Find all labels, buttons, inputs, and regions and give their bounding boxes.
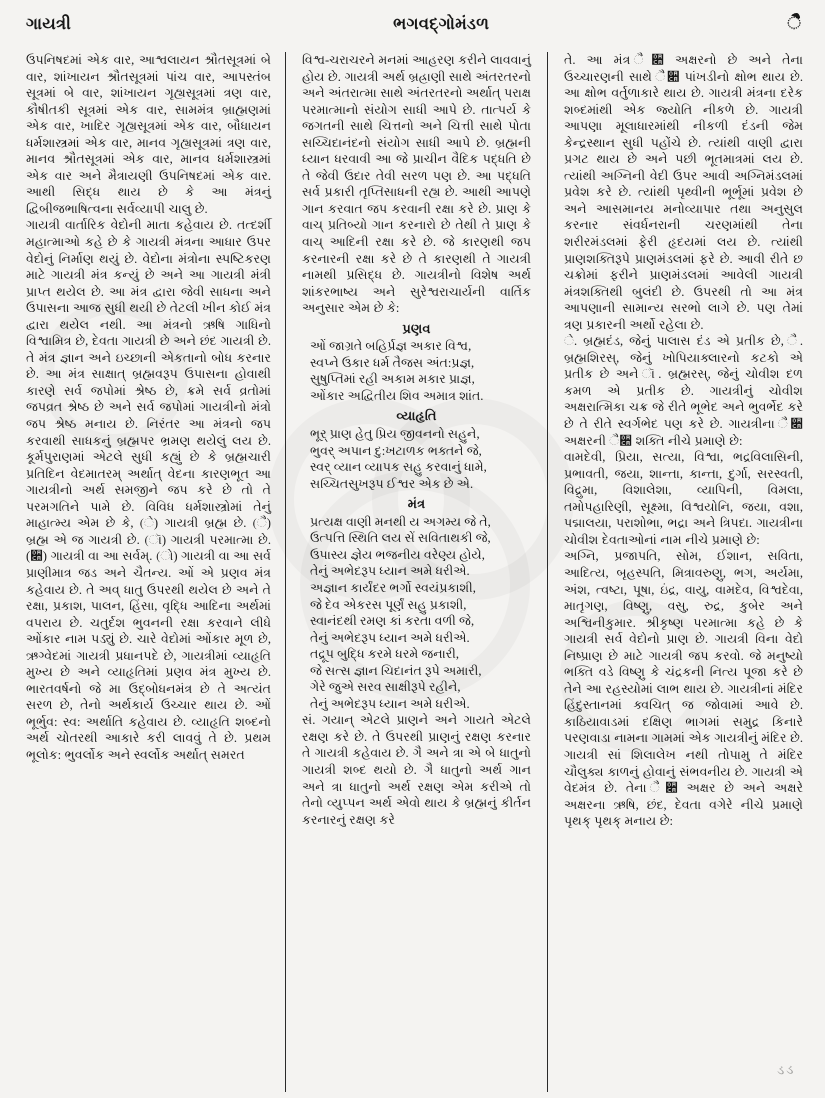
verse-line: જે સત્સ જ્ઞાન ચિદાનંત રૂપે અમારી, — [310, 663, 482, 678]
paragraph: ગાયત્રી વાર્તારિક વેદોની માતા કહેવાય છે. તત્દર્શી મહાત્માઓ કહે છે કે ગાયત્રી મંત્રના આધાર ઉપર વેદોનું નિર્માણ થયું છે. વેદોના મંત્રોના સ્પષ્ટિકરણ માટે ગાયત્રી મંત્ર કન્યું છે અને આ ગાયત્રી મંત્રી પ્રાપ્ત થયેલ છે. આ મંત્ર દ્વારા જેવી સાધના અને ઉપાસના આજ સુધી થયી છે તેટલી ખીન કોઈ મંત્ર દ્વારા થયેલ નથી. આ મંત્રનો ઋષિ ગાધિનો વિશ્વામિત્ર છે, દેવતા ગાયત્રી છે અને છંદ ગાયત્રી છે. તે મંત્ર જ્ઞાન અને ઇચ્છાની એકતાનો બોધ કરનાર છે. આ મંત્ર સાક્ષાત્ બ્રહ્મવરૂપ ઉપાસના હોવાથી કારણે સર્વ જપોમાં શ્રેષ્ઠ છે, ક્રમે સર્વ વ્રતોમાં જપવ્રત શ્રેષ્ઠ છે અને સર્વ જપોમાં ગાયત્રીનો મંત્રો જપ શ્રેષ્ઠ મનાય છે. નિરંતર આ મંત્રનો જપ કરવાથી સાધકનું બ્રહ્મપર ભ્રમણ થયેલું લય છે. કૂર્મપુરાણમાં એટલે સુધી કહ્યું છે કે બ્રહ્મચારી પ્રતિદિન વેદમાતરમ્ અર્થાત્ વેદના કારણભૂત આ ગાયત્રીનો અર્થ સમજીને જપ કરે છે તો તે પરમગતિને પામે છે. વિવિધ ધર્મશાસ્ત્રોમાં તેનું માહાત્મ્ય એમ છે કે, (ે) ગાયત્રી બ્રહ્મ છે. (ૈ) બ્રહ્મ એ જ ગાયત્રી છે. (ૉ) ગાયત્રી પરમાત્મા છે. (૊) ગાયત્રી વા આ સર્વમ્. (ો) ગાયત્રી વા આ સર્વ પ્રાણીમાત્ર જડ અને ચૈતન્ય. ઓં એ પ્રણવ મંત્ર કહેવાય છે. તે અવ્ ધાતુ ઉપરથી થયેલ છે અને તે રક્ષા, પ્રકાશ, પાલન, હિંસા, વૃદ્ધિ આદિના અર્થમાં વપરાય છે. ચતુર્દશ ભુવનની રક્ષા કરવાને લીધે ઓંકાર નામ પડ્યું છે. ચારે વેદોમાં ઓંકાર મૂળ છે, ઋગ્વેદમાં ગાયત્રી પ્રધાનપદે છે, ગાયત્રીમાં વ્યાહૃતિ મુખ્ય છે અને વ્યાહૃતિમાં પ્રણવ મંત્ર મુખ્ય છે. ભારતવર્ષનો જે મા ઉદ્બોધનમંત્ર છે તે અત્યંત સરળ છે, તેનો અર્થકાર્ય ઉચ્ચાર થાય છે. ઓં ભૂર્ભુવ: સ્વ: અર્થાતિ કહેવાય છે. વ્યાહૃતિ શબ્દનો અર્થ ચોતરથી આકારે કરી લાવવું તે છે. પ્રથમ ભૂલોક: ભુવર્લોક અને સ્વર્લોક અર્થાત્ સમરત — [26, 218, 271, 762]
verse-heading: વ્યાહૃતિ — [396, 408, 437, 424]
column-1 — [0, 52, 285, 1092]
paragraph: ઉપનિષદમાં એક વાર, આશ્વલાયન શ્રૌતસૂત્રમાં બે વાર, શાંખાયન શ્રૌતસૂત્રમાં પાંચ વાર, આપસ્તંબ સૂત્રમાં બે વાર, શાંખાયન ગૃહ્યસૂત્રમાં ત્રણ વાર, કૌષીતકી સૂત્રમાં એક વાર, સામમંત્ર બ્રાહ્મણમાં એક વાર, ખાદિર ગૃહ્યસૂત્રમાં એક વાર, બૌધાયન ધર્મશાસ્ત્રમાં એક વાર, માનવ ગૃહ્યસૂત્રમાં ત્રણ વાર, માનવ શ્રૌતસૂત્રમાં એક વાર, માનવ ધર્મશાસ્ત્રમાં એક વાર અને મૈત્રાયણી ઉપનિષદમાં એક વાર. આથી સિદ્ધ થાય છે કે આ મંત્રનું દ્વિબીજભાષિત્વના સર્વવ્યાપી ચાલુ છે. — [26, 53, 271, 216]
column-2 — [285, 52, 547, 1092]
verse-line: ઓં જાગ્રતે બહિર્પ્રજ્ઞ અકાર વિશ્વ, — [310, 339, 472, 354]
verse-line: તદ્રૂપ બુદ્ધિ કરમે ધરમે જનારી, — [310, 647, 460, 662]
column-3 — [547, 52, 825, 1092]
page-number: ૈૈેૈ — [787, 14, 801, 33]
verse-line: અજ્ઞાન કાર્યંદર ભર્ગો સ્વયંપ્રકાશી, — [310, 580, 476, 595]
verse-line: તેનું અભેદરૂપ ધ્યાન અમે ધરીએ. — [310, 696, 470, 711]
verse-block-mantra — [302, 496, 531, 712]
verse-heading: પ્રણવ — [402, 320, 431, 336]
verse-line: ઉત્પત્તિ સ્થિતિ લય સેં સવિતાથકી જે, — [310, 531, 491, 546]
page-columns — [0, 52, 825, 1092]
paragraph: અગ્નિ, પ્રજાપતિ, સોમ, ઈશાન, સવિતા, આદિત્ય, બૃહસ્પતિ, મિત્રાવરુણુ, ભગ, અર્યમા, અંશ, ત્વષ્ટા, પૂષા, ઇંદ્ર, વાયુ, વામદેવ, વિશ્વદેવા, માતૃગણ, વિષ્ણુ, વસુ, રુદ્ર, કુબેર અને અશ્વિનીકુમાર. શ્રીકૃષ્ણ પરમાત્મા કહે છે કે ગાયત્રી સર્વ વેદોનો પ્રાણ છે. ગાયત્રી વિના વેદો નિષ્પ્રાણ છે માટે ગાયત્રી જપ કરવો. જે મનુષ્યો ભક્તિ વડે વિષ્ણુ કે ચંદ્રકની નિત્ય પૂજા કરે છે તેને આ રહસ્યોમાં લાભ થાય છે. ગાયત્રીનાં મંદિર હિંદુસ્તાનમાં ક્વચિત્ જ જોવામાં આવે છે. કાઠિયાવાડમાં દક્ષિણ ભાગમાં સમુદ્ર કિનારે પરણવાડા નામના ગામમાં એક ગાયત્રીનું મંદિર છે. ગાયત્રી સાં શિલાલેખ નથી તોપામુ તે મંદિર ચૌલુક્ય કાળનું હોવાનું સંભવનીય છે. ગાયત્રી એ વેદમંત્ર છે. તેના ૈ૊ અક્ષર છે અને અક્ષરે અક્ષરના ઋષિ, છંદ, દેવતા વગેરે નીચે પ્રમાણે પૃથક્ પૃથક્ મનાય છે: — [564, 549, 803, 829]
header-entry-word: ગાયત્રી — [26, 14, 72, 33]
verse-line: જે દેવ એકરસ પૂર્ણં સહુ પ્રકાશી, — [310, 597, 467, 612]
verse-line: ભુવર્ અપાન દુ:ખટાળક ભક્તને જે, — [310, 443, 482, 458]
paragraph: ે. બ્રહ્મદંડ, જેનું પાલાસ દંડ એ પ્રતીક છે, ૈ. બ્રહ્મશિરસ્, જેનું ખોપિયાક્લારનો કટકો એ પ્રતીક છે અને ૉ. બ્રહ્મરસ્, જેનું ચોવીશ દળ કમળ એ પ્રતીક છે. ગાયત્રીનું ચોવીશ અક્ષરાત્મિકા ચક્ર જે રીતે ભૂભેદ અને ભુવર્ભેદ કરે છે તે રીતે સ્વર્ગભેદ પણ કરે છે. ગાયત્રીના ૈ૊ અક્ષરની ૈ૊ શક્તિ નીચે પ્રમાણે છે: — [564, 334, 803, 448]
verse-heading: મંત્ર — [407, 496, 426, 512]
verse-line: સુષુપ્તિમાં રહી અકામ મકાર પ્રાજ્ઞ, — [310, 372, 475, 387]
paragraph: વિશ્વ-ચરાચરને મનમાં આહરણ કરીને લાવવાનું હોય છે. ગાયત્રી અર્થ બ્રહ્રાણી સાથે અંતરતરનો અને અંતરાત્મા સાથે અંતરતરનો અર્થાત્ પરાક્ષ પરમાત્માનો સંયોગ સાધી આપે છે. તાત્પર્ય કે જગતની સાથે ચિત્તનો અને ચિત્તી સાથે પોતા સચ્ચિદાનંદનો સંયોગ સાધી આપે છે. બ્રહ્મની ધ્યાન ધરવાવી આ જે પ્રાચીન વૈદિક પદ્ધતિ છે તે જેવી ઉદાર તેવી સરળ પણ છે. આ પદ્ધતિ સર્વ પ્રકારી તૃપ્તિસાધની રહ્ય છે. આથી આપણે ગાન કરવાત જપ કરવાની રક્ષા કરે છે. પ્રાણ કે વાચ્ પ્રતિબ્યો ગાન કરનારો છે તેથી તે પ્રાણ કે વાચ્ આદિની રક્ષા કરે છે. જે કારણથી જપ કરનારની રક્ષા કરે છે તે કારણથી તે ગાયત્રી નામથી પ્રસિદ્ધ છે. ગાયત્રીનો વિશેષ અર્થ શાંકરભાષ્ય અને સુરેશ્વરાચાર્યની વાર્તિક અનુસાર એમ છે કે: — [302, 53, 531, 316]
verse-block-pranav — [302, 321, 531, 405]
paragraph: વામદેવી, પ્રિયા, સત્યા, વિશ્વા, ભદ્રવિલાસિની, પ્રભાવતી, જયા, શાન્તા, કાન્તા, દુર્ગા, સરસ્વતી, વિદ્રુમા, વિશાલેશા, વ્યાપિની, વિમલા, તમોપહારિણી, સૂક્ષ્મા, વિશ્વયોનિ, જયા, વશા, પદ્માલયા, પરાશોભા, ભદ્રા અને ત્રિપદા. ગાયત્રીના ચોવીશ દેવતાઓનાં નામ નીચે પ્રમાણે છે: — [564, 450, 803, 547]
verse-line: સ્વર્ વ્યાન વ્યાપક સહુ કરવાનું ધામે, — [310, 460, 487, 475]
verse-line: સચ્ચિતસુખરૂપ ઈશ્વર એક છે એ. — [310, 476, 474, 491]
verse-line: સ્વાનંદથી રમણ કાં કરતા વળી જે, — [310, 614, 475, 629]
verse-line: તેનું અભેદરૂપ ધ્યાન અમે ધરીએ. — [310, 630, 470, 645]
pencil-annotation: ડડ — [776, 1061, 796, 1078]
header-book-title: ભગવદ્ગોમંડળ — [393, 14, 490, 33]
verse-block-vyahruti — [302, 408, 531, 492]
verse-line: ઉપાસ્ય જ્ઞેય ભજનીય વરેણ્ય હોયે, — [310, 547, 485, 562]
verse-line: ઓંકાર અદ્વિતીય શિવ અમાત્ર શાંત. — [310, 388, 484, 403]
paragraph: તે. આ મંત્ર ૈ૊ અક્ષરનો છે અને તેના ઉચ્ચારણની સાથે ૈ૊ પાંખડીનો ક્ષોભ થાય છે. આ ક્ષોભ વર્તુળાકારે થાય છે. ગાયત્રી મંત્રના દરેક શબ્દમાંથી એક જ્યોતિ નીકળે છે. ગાયત્રી આપણા મૂલાધારમાંથી નીકળી દંડની જેમ કેન્દ્રસ્થાન સુધી પહોંચે છે. ત્યાંથી વાણી દ્વારા પ્રગટ થાય છે અને પછી ભૂતમાત્રમાં લય છે. ત્યાંથી અગ્નિની વેદી ઉપર આવી અગ્નિમંડલમાં પ્રવેશ કરે છે. ત્યાંથી પૃથ્વીની ભૂર્ભૂમાં પ્રવેશ છે અને આસમાનય મનોવ્યાપાર તથા અનુસુલ કરનાર સંવર્ધનરાની ચરણમાંથી તેના શરીરમંડલમાં ફેરી હૃદયમાં લય છે. ત્યાંથી પ્રાણશક્તિરૂપે પ્રાણમંડલમાં ફરે છે. આવી રીતે છ ચક્રોમાં ફરીને પ્રાણમંડલમાં આવેલી ગાયત્રી મંત્રશક્તિથી બુલંદી છે. ઉપરથી તો આ મંત્ર આપણાની સામાન્ય સરભો લાગે છે. પણ તેમાં ત્રણ પ્રકારની અર્થો રહેલા છે. — [564, 53, 803, 332]
paragraph: સં. ગયાન્ એટલે પ્રાણને અને ગાયતે એટલે રક્ષણ કરે છે. તે ઉપરથી પ્રાણનું રક્ષણ કરનાર તે ગાયત્રી કહેવાય છે. ગૈ અને ત્રા એ બે ધાતુનો ગાયત્રી શબ્દ થયો છે. ગૈ ધાતુનો અર્થ ગાન અને ત્રા ધાતુનો અર્થ રક્ષણ એમ કરીએ તો તેનો વ્યુપ્પન અર્થ એવો થાય કે બ્રહ્મનું કીર્તન કરનારનું રક્ષણ કરે — [302, 713, 531, 827]
verse-line: પ્રત્યક્ષ વાણી મનથી ય અગમ્ય જે તે, — [310, 514, 491, 529]
verse-line: તેનું અભેદરૂપ ધ્યાન અમે ધરીએ. — [310, 564, 470, 579]
verse-line: ભૂર્ પ્રાણ હેતુ પ્રિય જીવનનો સહુને, — [310, 427, 480, 442]
verse-line: સ્વપ્ને ઉકાર ધર્મ તૈજસ અંત:પ્રજ્ઞ, — [310, 355, 475, 370]
verse-line: ગેરે જુએ સરવ સાક્ષીરૂપે રહીને, — [310, 680, 461, 695]
page-header — [0, 0, 825, 48]
